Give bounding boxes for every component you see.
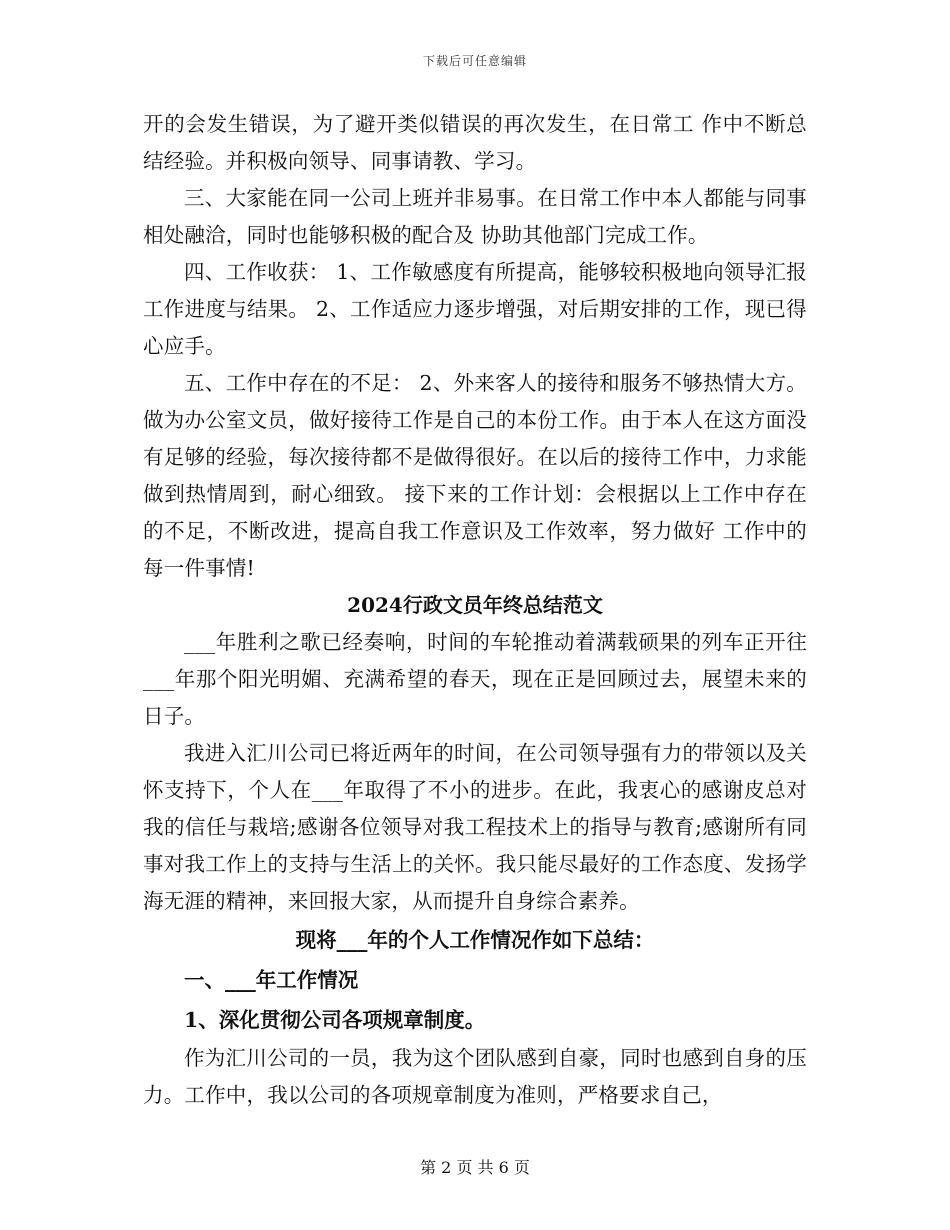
heading-item-one: 1、深化贯彻公司各项规章制度。 [184,1008,486,1032]
paragraph-section-four: 四、工作收获： 1、工作敏感度有所提高，能够较积极地向领导汇报工作进度与结果。 2、工作适应力逐步增强，对后期安排的工作，现已得心应手。 [143,260,807,358]
paragraph-section-three: 三、大家能在同一公司上班并非易事。在日常工作中本人都能与同事相处融洽，同时也能够积极的配合及 协助其他部门完成工作。 [143,186,807,247]
paragraph-gratitude: 我进入汇川公司已将近两年的时间，在公司领导强有力的带领以及关怀支持下，个人在___年取得了不小的进步。在此，我衷心的感谢皮总对我的信任与栽培;感谢各位领导对我工程技术上的指导与教育;感谢所有同事对我工作上的支持与生活上的关怀。我只能尽最好的工作态度、发扬学海无涯的精神，来回报大家，从而提升自身综合素养。 [143,741,807,913]
page-number: 第 2 页 共 6 页 [420,1158,530,1177]
paragraph-continuation: 开的会发生错误，为了避开类似错误的再次发生，在日常工 作中不断总结经验。并积极向领导、同事请教、学习。 [143,112,807,173]
paragraph-intro: ___年胜利之歌已经奏响，时间的车轮推动着满载硕果的列车正开往___年那个阳光明媚、充满希望的春天，现在正是回顾过去，展望未来的日子。 [143,630,807,728]
paragraph-team: 作为汇川公司的一员，我为这个团队感到自豪，同时也感到自身的压力。工作中，我以公司的各项规章制度为准则，严格要求自己， [143,1046,807,1107]
document-body [143,106,807,1114]
heading-summary: 现将___年的个人工作情况作如下总结： [295,928,655,952]
page-header-note: 下载后可任意编辑 [422,54,527,68]
paragraph-section-five: 五、工作中存在的不足： 2、外来客人的接待和服务不够热情大方。做为办公室文员，做好接待工作是自己的本份工作。由于本人在这方面没有足够的经验，每次接待都不是做得很好。在以后的接待工作中，力求能做到热情周到，耐心细致。 接下来的工作计划：会根据以上工作中存在的不足，不断改进，提高自我工作意识及工作效率，努力做好 工作中的每一件事情! [143,371,807,580]
document-title: 2024行政文员年终总结范文 [347,593,603,617]
heading-section-one: 一、___年工作情况 [184,968,359,992]
